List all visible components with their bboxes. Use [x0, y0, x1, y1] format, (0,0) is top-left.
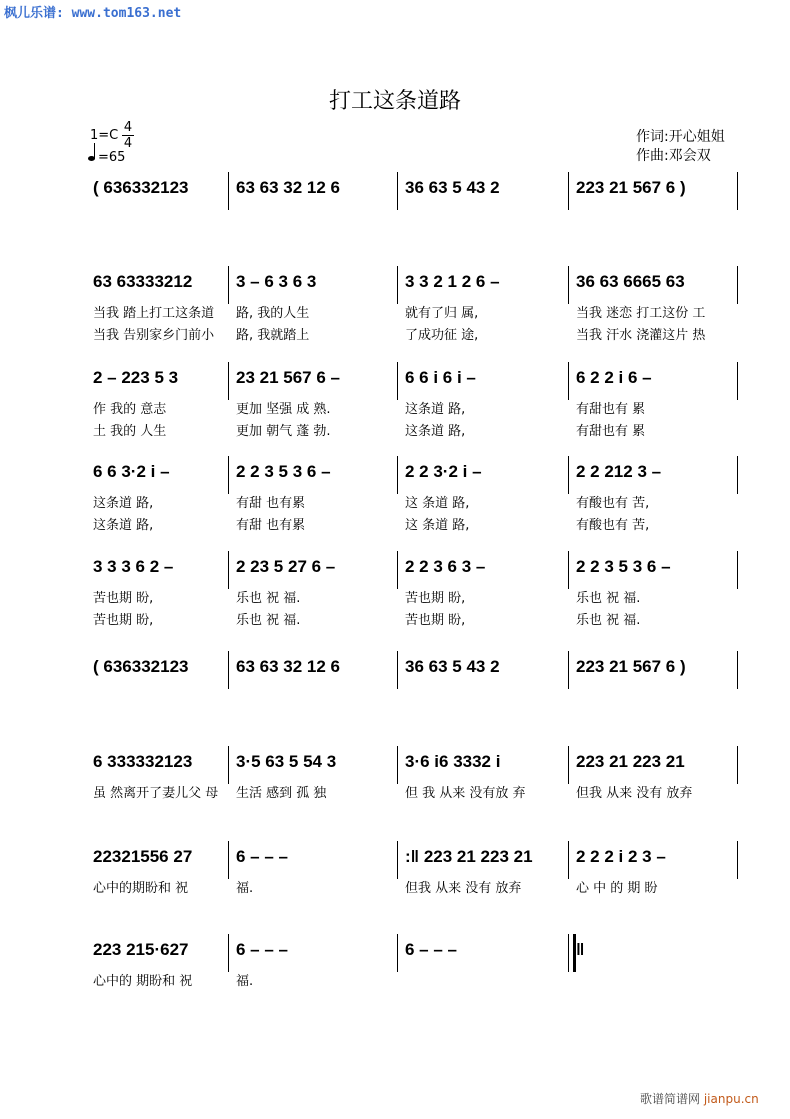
staff-system: [85, 657, 745, 687]
measure: 22321556 27: [93, 847, 193, 866]
lyrics-verse-1: 这条道 路, 有甜 也有累 这 条道 路, 有酸也有 苦,: [93, 496, 650, 511]
measure: 2 – 223 5 3: [93, 368, 179, 387]
measure: 3 3 2 1 2 6 –: [405, 272, 500, 291]
lyrics-verse-1: 当我 踏上打工这条道 路, 我的人生 就有了归 属, 当我 迷恋 打工这份 工: [93, 306, 706, 321]
notes-line: [85, 752, 745, 782]
credits: [636, 128, 725, 166]
bar-line: [568, 266, 569, 304]
measure: 223 21 223 21: [576, 752, 685, 771]
measure: :‖ 223 21 223 21: [405, 847, 533, 866]
bar-line: [397, 746, 398, 784]
measure: 3 – 6 3 6 3: [236, 272, 317, 291]
lyrics-verse-1: 心中的期盼和 祝 福. 但我 从来 没有 放弃 心 中 的 期 盼: [93, 881, 658, 896]
measure: 36 63 5 43 2: [405, 657, 500, 676]
bar-line: [737, 456, 738, 494]
bar-line: [397, 934, 398, 972]
bar-line: [568, 172, 569, 210]
staff-system: [85, 752, 745, 804]
bar-line: [397, 551, 398, 589]
lyrics-verse-1: 作 我的 意志 更加 坚强 成 熟. 这条道 路, 有甜也有 累: [93, 402, 646, 417]
bar-line: [737, 266, 738, 304]
notes-line: [85, 940, 745, 970]
composer: 作曲:邓会双: [636, 148, 711, 164]
measure: 2 2 3·2 i –: [405, 462, 482, 481]
bar-line: [228, 456, 229, 494]
bar-line: [228, 362, 229, 400]
bar-line: [228, 551, 229, 589]
measure: 6 – – –: [236, 847, 288, 866]
bar-line: [228, 266, 229, 304]
notes-line: [85, 272, 745, 302]
bar-line: [228, 746, 229, 784]
measure: 23 21 567 6 –: [236, 368, 340, 387]
lyrics-verse-2: 土 我的 人生 更加 朝气 蓬 勃. 这条道 路, 有甜也有 累: [93, 424, 646, 439]
lyrics-verse-2: 苦也期 盼, 乐也 祝 福. 苦也期 盼, 乐也 祝 福.: [93, 613, 641, 628]
measure: 2 2 2 i 2 3 –: [576, 847, 666, 866]
measure: 2 2 212 3 –: [576, 462, 662, 481]
watermark: 歌谱简谱网 jianpu.cn: [640, 1092, 759, 1106]
measure: ‖: [576, 940, 585, 959]
bar-line: [228, 172, 229, 210]
notes-line: [85, 557, 745, 587]
bar-line: [397, 841, 398, 879]
bar-line: [397, 266, 398, 304]
staff-system: [85, 847, 745, 899]
staff-system: [85, 368, 745, 442]
bar-line: [568, 551, 569, 589]
measure: 3·6 i6 3332 i: [405, 752, 501, 771]
bar-line: [568, 651, 569, 689]
measure: 36 63 6665 63: [576, 272, 685, 291]
bar-line: [228, 651, 229, 689]
measure: 2 2 3 5 3 6 –: [576, 557, 671, 576]
staff-system: [85, 178, 745, 208]
measure: 6 6 3·2 i –: [93, 462, 170, 481]
bar-line: [397, 172, 398, 210]
measure: 3·5 63 5 54 3: [236, 752, 337, 771]
notes-line: [85, 847, 745, 877]
notes-line: [85, 368, 745, 398]
bar-line: [397, 362, 398, 400]
staff-system: [85, 272, 745, 346]
measure: 6 333332123: [93, 752, 193, 771]
measure: ( 636332123: [93, 657, 189, 676]
staff-system: [85, 557, 745, 631]
lyricist: 作词:开心姐姐: [636, 129, 725, 145]
bar-line: [568, 746, 569, 784]
song-title: 打工这条道路: [328, 89, 461, 114]
measure: 63 63 32 12 6: [236, 657, 340, 676]
notes-line: [85, 178, 745, 208]
bar-line: [228, 934, 229, 972]
bar-line: [568, 934, 576, 972]
time-signature: 4 4: [123, 120, 133, 151]
measure: 223 21 567 6 ): [576, 178, 686, 197]
measure: 36 63 5 43 2: [405, 178, 500, 197]
bar-line: [737, 362, 738, 400]
key-signature: 1=C: [90, 128, 119, 143]
measure: 63 63333212: [93, 272, 193, 291]
staff-system: [85, 940, 745, 992]
measure: 6 2 2 i 6 –: [576, 368, 652, 387]
measure: ( 636332123: [93, 178, 189, 197]
measure: 2 2 3 5 3 6 –: [236, 462, 331, 481]
bar-line: [228, 841, 229, 879]
measure: 6 – – –: [236, 940, 288, 959]
measure: 2 23 5 27 6 –: [236, 557, 336, 576]
lyrics-verse-2: 当我 告别家乡门前小 路, 我就踏上 了成功征 途, 当我 汗水 浇灌这片 热: [93, 328, 706, 343]
bar-line: [737, 651, 738, 689]
quarter-note-icon: [88, 156, 95, 161]
site-header: 枫儿乐谱: www.tom163.net: [4, 6, 182, 21]
bar-line: [397, 651, 398, 689]
staff-system: [85, 462, 745, 536]
bar-line: [568, 362, 569, 400]
measure: 6 – – –: [405, 940, 457, 959]
measure: 63 63 32 12 6: [236, 178, 340, 197]
lyrics-verse-1: 苦也期 盼, 乐也 祝 福. 苦也期 盼, 乐也 祝 福.: [93, 591, 641, 606]
bar-line: [737, 551, 738, 589]
measure: 223 21 567 6 ): [576, 657, 686, 676]
bar-line: [397, 456, 398, 494]
bar-line: [737, 746, 738, 784]
lyrics-verse-1: 心中的 期盼和 祝 福.: [93, 974, 254, 989]
bar-line: [737, 841, 738, 879]
measure: 6 6 i 6 i –: [405, 368, 476, 387]
lyrics-verse-2: 这条道 路, 有甜 也有累 这 条道 路, 有酸也有 苦,: [93, 518, 650, 533]
lyrics-verse-1: 虽 然离开了妻儿父 母 生活 感到 孤 独 但 我 从来 没有放 弃 但我 从来 没有 放弃: [93, 786, 693, 801]
notes-line: [85, 657, 745, 687]
measure: 2 2 3 6 3 –: [405, 557, 486, 576]
notes-line: [85, 462, 745, 492]
measure: 223 215·627: [93, 940, 189, 959]
tempo-marking: =65: [88, 150, 125, 165]
bar-line: [568, 456, 569, 494]
bar-line: [737, 172, 738, 210]
bar-line: [568, 841, 569, 879]
measure: 3 3 3 6 2 –: [93, 557, 174, 576]
